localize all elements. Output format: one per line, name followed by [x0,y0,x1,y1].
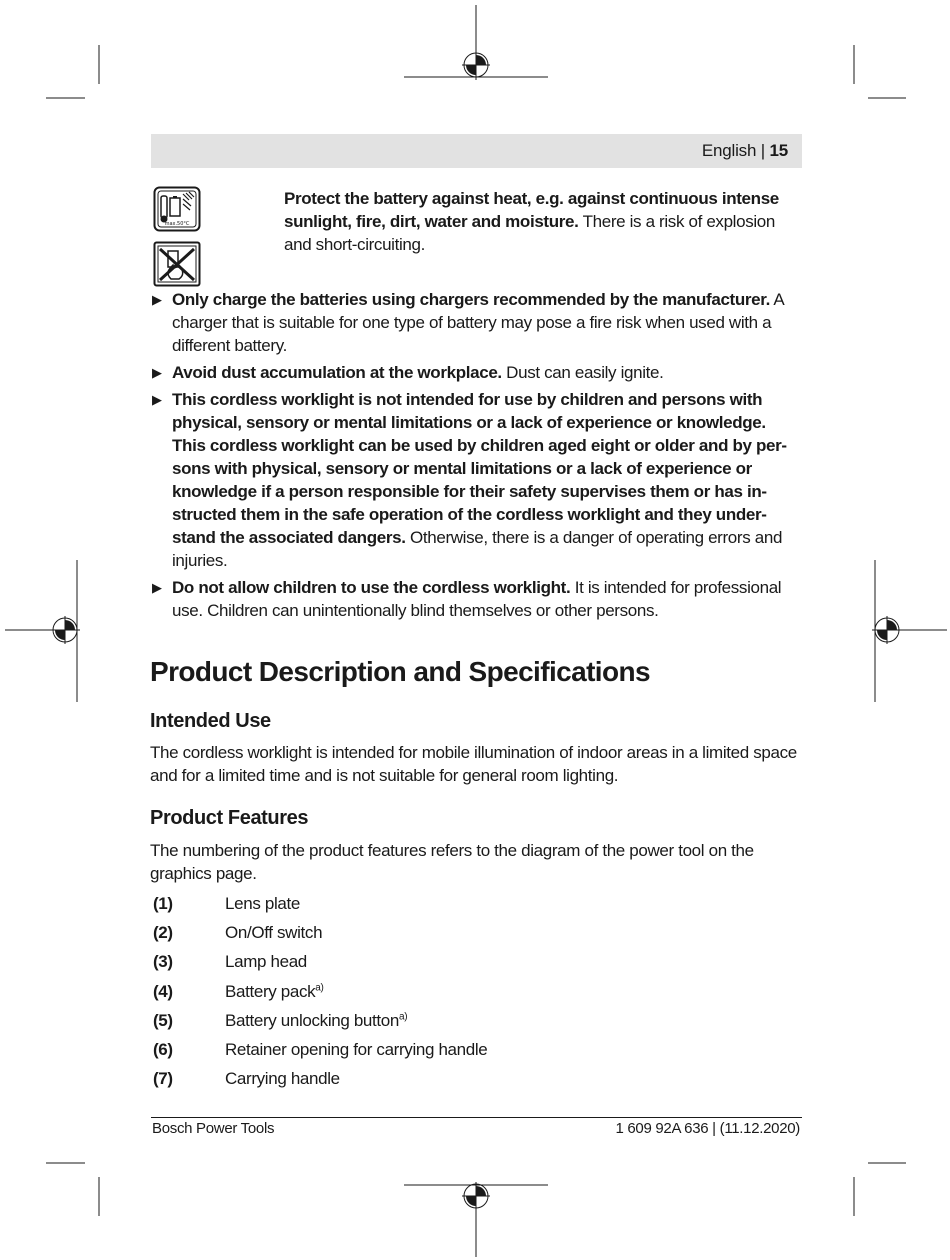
bullet-normal-text: Otherwise, there is a danger of operating errors and injuries. [172,528,783,570]
product-features-text: The numbering of the product features refers to the diagram of the power tool on the graphics page. [150,841,754,883]
header-text [702,141,788,161]
feature-number: (1) [153,894,173,913]
footer-divider [151,1117,802,1118]
bullet-triangle-icon: ▶ [152,392,162,407]
header-language: English [701,141,757,160]
feature-label: Battery pack [225,981,316,1001]
no-fire-icon [153,241,201,287]
safety-bullet-list [150,288,800,626]
page-number: 15 [769,141,788,160]
bullet-normal-text: It is intended for professional use. Children can unintentionally blind themselves or other persons. [172,578,782,620]
list-item [153,1064,487,1093]
intended-use-heading: Intended Use [150,710,271,732]
page-header [151,134,802,168]
feature-number: (7) [153,1069,173,1089]
warning-bold-text: Protect the battery against heat, e.g. against continuous intense sunlight, fire, dirt, water and moisture. [284,189,779,231]
header-separator: | [760,141,765,160]
list-item [150,361,800,384]
battery-heat-warning [284,187,794,256]
feature-number: (2) [153,923,173,943]
list-item [150,388,800,572]
feature-number: (5) [153,1010,173,1030]
bullet-triangle-icon: ▶ [152,580,162,595]
footer-doc-id: 1 609 92A 636 | (11.12.2020) [615,1120,800,1137]
list-item [153,918,487,947]
max-temp-label: max.50°C [164,221,190,227]
feature-label: Carrying handle [225,1069,340,1089]
list-item [153,947,487,976]
product-features-list [153,889,487,1093]
feature-label: Battery unlocking button [225,1010,399,1030]
list-item [150,576,800,622]
bullet-bold-text: This cordless worklight is not intended for use by children and persons with physical, sensory or mental limitations or a lack of experience or knowledge. This cordless worklight can be used by children aged eight or older and by persons with physical, sensory or mental limitations or a lack of experience or knowledge if a person responsible for their safety supervises them or has instructed them in the safe operation of the cordless worklight and they understand the associated dangers. [172,390,788,547]
bullet-triangle-icon: ▶ [152,292,162,307]
bullet-bold-text: Avoid dust accumulation at the workplace. [172,363,502,382]
feature-number: (6) [153,1039,173,1059]
feature-label: Lamp head [225,952,307,972]
feature-footnote: a) [399,1011,408,1023]
product-features-heading: Product Features [150,807,309,829]
bullet-bold-text: Do not allow children to use the cordless worklight. [172,578,571,597]
bullet-normal-text: Dust can easily ignite. [501,363,664,382]
bullet-normal-text: A charger that is suitable for one type of battery may pose a fire risk when used with a different battery. [172,290,784,355]
battery-heat-icon [153,186,201,232]
list-item [150,288,800,357]
feature-label: Lens plate [225,894,300,913]
section-title: Product Description and Specifications [150,656,650,687]
feature-number: (4) [153,981,173,1001]
warning-normal-text: There is a risk of explosion and short-circuiting. [284,212,775,254]
feature-footnote: a) [315,981,324,993]
feature-label: On/Off switch [225,923,323,943]
intended-use-text: The cordless worklight is intended for mobile illumination of indoor areas in a limited space and for a limited time and is not suitable for general room lighting. [150,743,797,785]
battery-warning-icons [153,186,201,287]
footer-publisher: Bosch Power Tools [152,1120,275,1137]
bullet-triangle-icon: ▶ [152,365,162,380]
list-item [153,977,487,1006]
feature-label: Retainer opening for carrying handle [225,1039,488,1059]
list-item [153,889,487,918]
bullet-bold-text: Only charge the batteries using chargers recommended by the manufacturer. [172,290,770,309]
feature-number: (3) [153,952,173,972]
list-item [153,1035,487,1064]
list-item [153,1006,487,1035]
